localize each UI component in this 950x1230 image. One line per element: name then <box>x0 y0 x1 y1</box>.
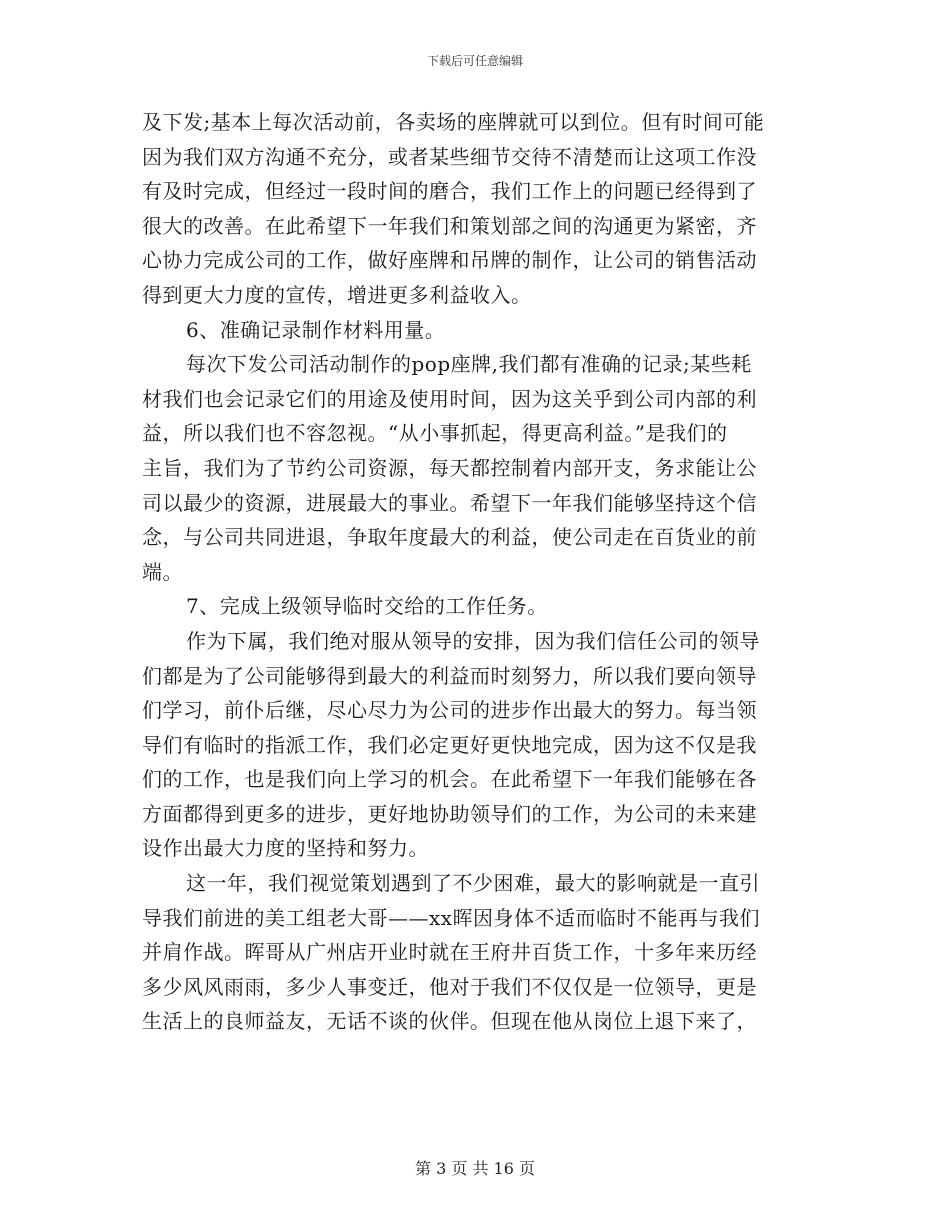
text-line: 材我们也会记录它们的用途及使用时间，因为这关乎到公司内部的利 <box>142 386 757 411</box>
text-line: 很大的改善。在此希望下一年我们和策划部之间的沟通更为紧密，齐 <box>142 213 757 238</box>
document-body <box>142 105 802 1039</box>
text-line: 方面都得到更多的进步，更好地协助领导们的工作，为公司的未来建 <box>142 801 757 826</box>
text-line: 端。 <box>142 559 183 584</box>
text-line: 多少风风雨雨，多少人事变迁，他对于我们不仅仅是一位领导，更是 <box>142 974 757 999</box>
text-line: 7、完成上级领导临时交给的工作任务。 <box>186 594 548 619</box>
text-line: 导我们前进的美工组老大哥——xx晖因身体不适而临时不能再与我们 <box>142 905 761 930</box>
page-header: 下载后可任意编辑 <box>426 54 523 68</box>
text-line: 们学习，前仆后继，尽心尽力为公司的进步作出最大的努力。每当领 <box>142 698 757 723</box>
text-line: 并肩作战。晖哥从广州店开业时就在王府井百货工作，十多年来历经 <box>142 940 757 965</box>
text-line: 这一年，我们视觉策划遇到了不少困难，最大的影响就是一直引 <box>186 871 760 896</box>
text-line: 因为我们双方沟通不充分，或者某些细节交待不清楚而让这项工作没 <box>142 144 757 169</box>
text-line: 及下发;基本上每次活动前，各卖场的座牌就可以到位。但有时间可能 <box>142 110 765 134</box>
text-line: 心协力完成公司的工作，做好座牌和吊牌的制作，让公司的销售活动 <box>142 248 757 273</box>
text-line: 们的工作，也是我们向上学习的机会。在此希望下一年我们能够在各 <box>142 767 757 792</box>
page-footer: 第 3 页 共 16 页 <box>415 1159 535 1178</box>
text-line: 们都是为了公司能够得到最大的利益而时刻努力，所以我们要向领导 <box>142 663 757 688</box>
text-line: 主旨，我们为了节约公司资源，每天都控制着内部开支，务求能让公 <box>142 455 757 480</box>
text-line: 司以最少的资源，进展最大的事业。希望下一年我们能够坚持这个信 <box>142 490 757 515</box>
text-line: 生活上的良师益友，无话不谈的伙伴。但现在他从岗位上退下来了， <box>142 1009 757 1034</box>
text-line: 每次下发公司活动制作的pop座牌,我们都有准确的记录;某些耗 <box>186 352 752 377</box>
text-line: 导们有临时的指派工作，我们必定更好更快地完成，因为这不仅是我 <box>142 732 757 757</box>
text-line: 得到更大力度的宣传，增进更多利益收入。 <box>142 282 532 307</box>
text-line: 有及时完成，但经过一段时间的磨合，我们工作上的问题已经得到了 <box>142 179 757 204</box>
text-line: 6、准确记录制作材料用量。 <box>186 317 446 342</box>
text-line: 作为下属，我们绝对服从领导的安排，因为我们信任公司的领导 <box>186 628 760 653</box>
text-line: 设作出最大力度的坚持和努力。 <box>142 836 429 861</box>
text-line: 益，所以我们也不容忽视。“从小事抓起，得更高利益。”是我们的 <box>142 421 728 446</box>
text-line: 念，与公司共同进退，争取年度最大的利益，使公司走在百货业的前 <box>142 525 757 550</box>
